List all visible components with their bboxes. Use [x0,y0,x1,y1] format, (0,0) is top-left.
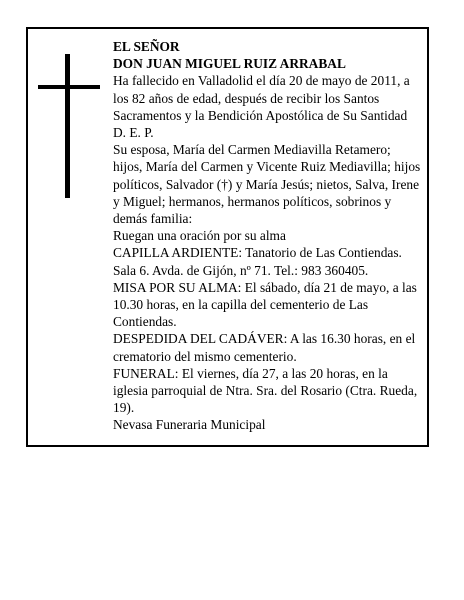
death-notice-paragraph: Ha fallecido en Valladolid el día 20 de mayo de 2011, a los 82 años de edad, después de recibir los Santos Sacramentos y la Bendición Apostólica de Su Santidad D. E. P. [113,73,410,141]
funeral-paragraph: FUNERAL: El viernes, día 27, a las 20 horas, en la iglesia parroquial de Ntra. Sra. del Rosario (Ctra. Rueda, 19). [113,365,418,416]
mass-paragraph: MISA POR SU ALMA: El sábado, día 21 de mayo, a las 10.30 horas, en la capilla del cementerio de Las Contiendas. [113,279,417,330]
funeral-home: Nevasa Funeraria Municipal [113,417,266,433]
farewell-paragraph: DESPEDIDA DEL CADÁVER: A las 16.30 horas, en el crematorio del mismo cementerio. [113,331,416,364]
deceased-name: DON JUAN MIGUEL RUIZ ARRABAL [113,56,346,72]
cross-horizontal-bar [38,85,100,89]
latin-cross-icon [38,54,100,198]
prayer-request: Ruegan una oración por su alma [113,228,286,244]
deceased-title: EL SEÑOR [113,39,180,54]
family-paragraph: Su esposa, María del Carmen Mediavilla Retamero; hijos, María del Carmen y Vicente Ruiz Mediavilla; hijos políticos, Salvador (†) y María Jesús; nietos, Salva, Irene y Miguel; hermanos, hermanos políticos, sobrinos y demás familia: [113,142,421,227]
chapel-paragraph: CAPILLA ARDIENTE: Tanatorio de Las Contiendas. Sala 6. Avda. de Gijón, nº 71. Tel.: 983 360405. [113,245,402,278]
obituary-text [113,38,421,434]
cross-vertical-bar [65,54,70,198]
